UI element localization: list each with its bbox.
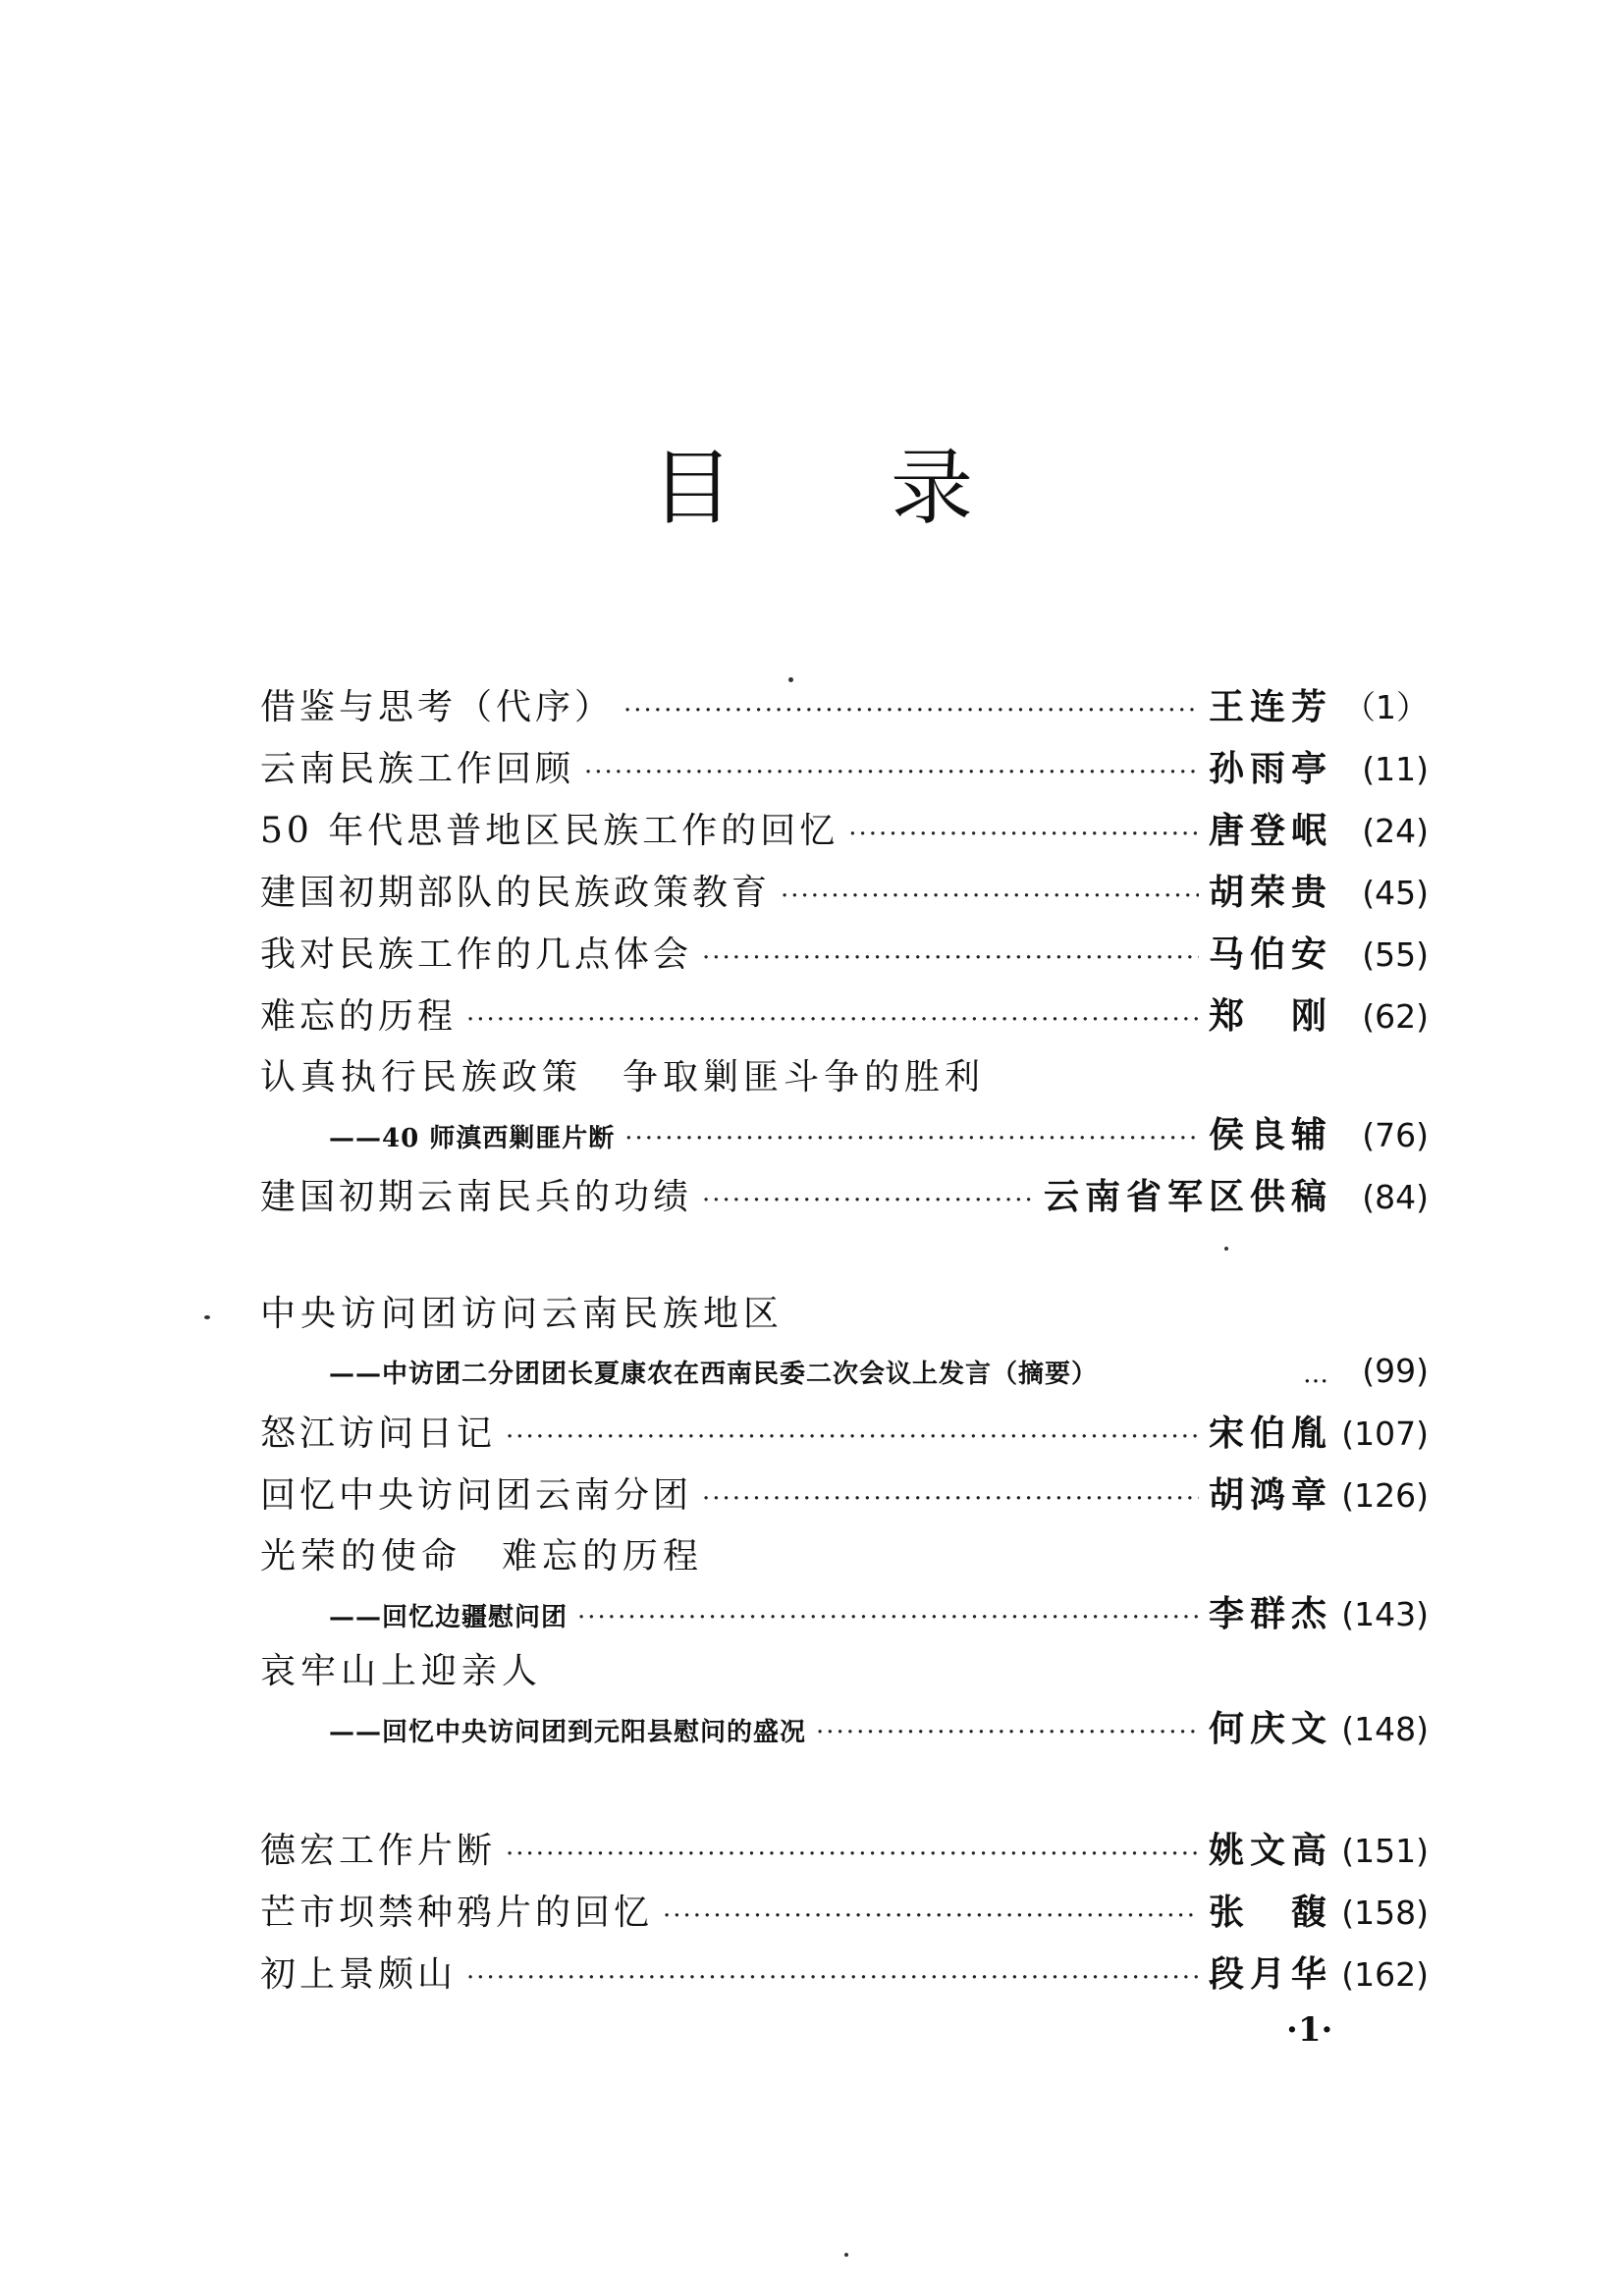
toc-entry [260, 1347, 1429, 1396]
entry-author: 马伯安 [1208, 934, 1332, 975]
entry-page: (162) [1341, 1955, 1429, 1994]
entry-title: 认真执行民族政策 争取剿匪斗争的胜利 [260, 1057, 986, 1097]
entry-title: 初上景颇山 [260, 1954, 458, 1995]
entry-page: (143) [1341, 1595, 1429, 1633]
scan-speck [204, 1315, 210, 1319]
scan-speck [1224, 1247, 1228, 1251]
entry-subtitle: ——40 师滇西剿匪片断 [329, 1124, 616, 1153]
leader-dots [702, 934, 1199, 983]
entry-author: 唐登岷 [1208, 810, 1332, 851]
leader-dots [663, 1892, 1199, 1941]
entry-title: 建国初期云南民兵的功绩 [260, 1177, 693, 1217]
leader-dots [848, 810, 1199, 859]
leader-dots [506, 1830, 1199, 1879]
leader-dots [702, 1474, 1199, 1523]
entry-author: 李群杰 [1208, 1593, 1332, 1634]
entry-title: 哀牢山上迎亲人 [260, 1651, 543, 1691]
entry-title: 建国初期部队的民族政策教育 [260, 873, 772, 913]
entry-subtitle: ——中访团二分团团长夏康农在西南民委二次会议上发言（摘要） [329, 1360, 1099, 1389]
leader-dots [577, 1593, 1199, 1642]
entry-author: 段月华 [1208, 1953, 1332, 1995]
entry-author: 何庆文 [1208, 1708, 1332, 1749]
toc-entry [260, 1470, 1429, 1520]
entry-title: 50 年代思普地区民族工作的回忆 [260, 811, 839, 851]
entry-author: 宋伯胤 [1208, 1413, 1332, 1454]
toc-entry [260, 991, 1429, 1041]
entry-page: (84) [1362, 1178, 1429, 1216]
toc-entry [260, 1704, 1429, 1753]
leader-dots [781, 872, 1199, 921]
toc-entry [260, 744, 1429, 793]
entry-page: （1） [1343, 688, 1429, 726]
toc-entry [260, 806, 1429, 855]
entry-page: (24) [1362, 812, 1429, 850]
entry-title: 难忘的历程 [260, 996, 458, 1037]
entry-title: 德宏工作片断 [260, 1831, 497, 1871]
entry-author: 姚文高 [1208, 1830, 1332, 1871]
entry-title: 怒江访问日记 [260, 1414, 497, 1454]
toc-entry [260, 1949, 1429, 1999]
entry-title: 中央访问团访问云南民族地区 [260, 1294, 785, 1334]
entry-title: 回忆中央访问团云南分团 [260, 1475, 693, 1516]
toc-entry [260, 1888, 1429, 1937]
entry-title: 借鉴与思考（代序） [260, 687, 615, 727]
entry-page: (45) [1362, 874, 1429, 912]
toc-entry [260, 1589, 1429, 1638]
entry-author: 胡荣贵 [1208, 872, 1332, 913]
toc-entry [260, 682, 1429, 731]
entry-title: 云南民族工作回顾 [260, 749, 575, 789]
entry-page: (76) [1362, 1116, 1429, 1154]
entry-author: 侯良辅 [1208, 1114, 1332, 1155]
entry-title: 芒市坝禁种鸦片的回忆 [260, 1893, 654, 1933]
leader-dots: … [1303, 1360, 1332, 1389]
entry-author: 云南省军区供稿 [1043, 1176, 1332, 1217]
scan-speck [844, 2253, 848, 2257]
toc-entry [260, 1826, 1429, 1875]
leader-dots [584, 748, 1199, 797]
scan-speck [788, 677, 793, 682]
toc-entry [260, 930, 1429, 979]
page-title: 目录 [650, 440, 1130, 536]
entry-subtitle: ——回忆中央访问团到元阳县慰问的盛况 [329, 1718, 807, 1747]
toc-entry [260, 1110, 1429, 1159]
leader-dots [623, 686, 1199, 735]
leader-dots [816, 1708, 1199, 1757]
leader-dots [466, 1953, 1199, 2002]
entry-title: 光荣的使命 难忘的历程 [260, 1536, 704, 1576]
entry-page: (107) [1341, 1415, 1429, 1453]
entry-subtitle: ——回忆边疆慰问团 [329, 1603, 568, 1632]
toc-entry [260, 868, 1429, 917]
entry-page: (11) [1362, 750, 1429, 788]
entry-page: (126) [1341, 1476, 1429, 1515]
leader-dots [624, 1114, 1199, 1163]
entry-page: (55) [1362, 935, 1429, 974]
toc-entry [260, 1409, 1429, 1458]
toc-entry [260, 1172, 1429, 1221]
entry-page: (99) [1362, 1352, 1429, 1390]
leader-dots [702, 1176, 1034, 1225]
entry-page: (62) [1362, 997, 1429, 1036]
entry-page: (151) [1341, 1832, 1429, 1870]
entry-author: 张 馥 [1208, 1892, 1332, 1933]
entry-page: (158) [1341, 1894, 1429, 1932]
entry-author: 胡鸿章 [1208, 1474, 1332, 1516]
entry-author: 孙雨亭 [1208, 748, 1332, 789]
entry-page: (148) [1341, 1710, 1429, 1748]
entry-title: 我对民族工作的几点体会 [260, 934, 693, 975]
leader-dots [506, 1413, 1199, 1462]
leader-dots [466, 995, 1199, 1044]
page-number: ·1· [1286, 2010, 1333, 2050]
entry-author: 郑 刚 [1208, 995, 1332, 1037]
entry-author: 王连芳 [1208, 686, 1332, 727]
